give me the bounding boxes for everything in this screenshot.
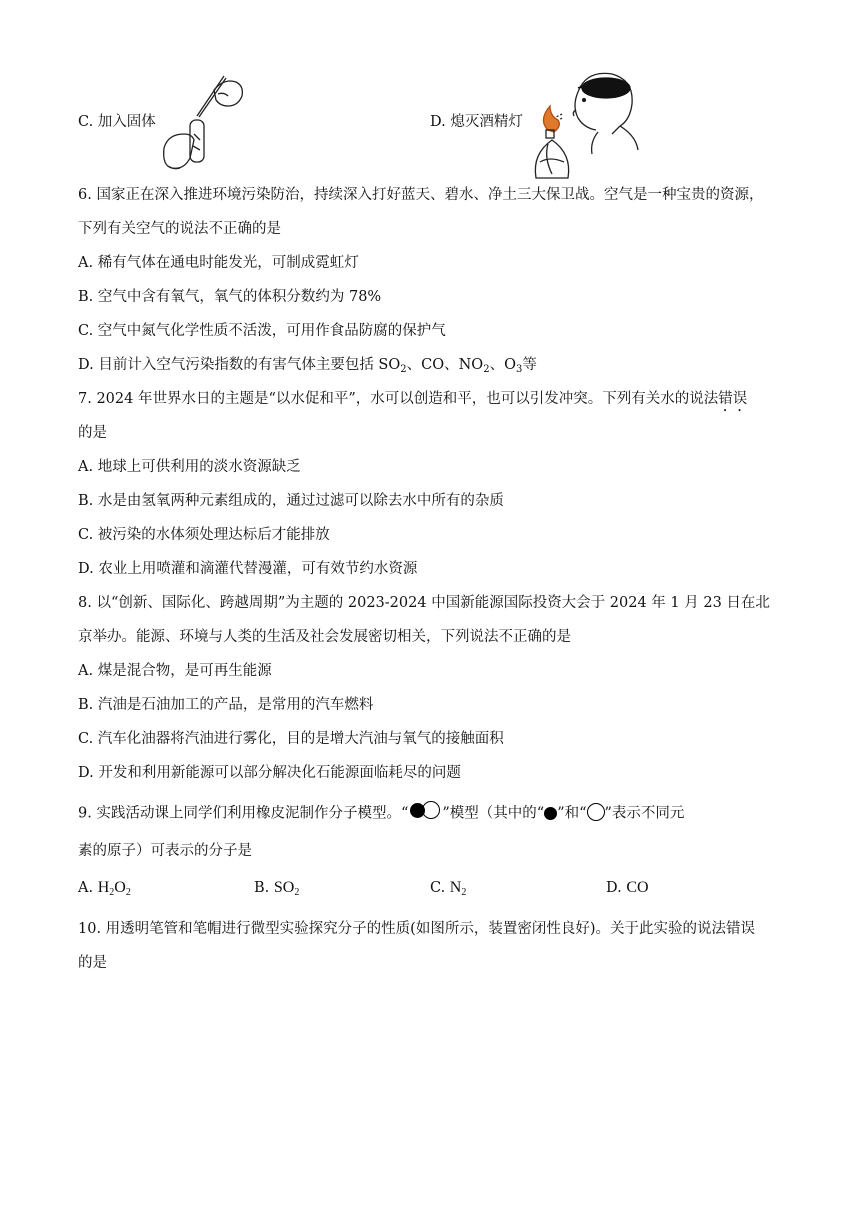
q7-option-a: A. 地球上可供利用的淡水资源缺乏 <box>78 459 301 475</box>
q6-option-d-mid2: 、O <box>489 357 516 373</box>
q6-stem-line2: 下列有关空气的说法不正确的是 <box>78 221 281 237</box>
black-atom-icon <box>410 803 425 818</box>
q7-stem-prefix: 7. 2024 年世界水日的主题是“以水促和平”，水可以创造和平，也可以引发冲突。下列有关水的说法 <box>78 391 719 407</box>
option-label: D. <box>606 880 622 896</box>
q6-option-d-suffix: 等 <box>522 357 537 373</box>
q7-option-b: B. 水是由氢氧两种元素组成的，通过过滤可以除去水中所有的杂质 <box>78 493 504 509</box>
q8-option-c: C. 汽车化油器将汽油进行雾化，目的是增大汽油与氧气的接触面积 <box>78 731 504 747</box>
option-label: A. <box>78 880 94 896</box>
q10-stem-line1: 10. 用透明笔管和笔帽进行微型实验探究分子的性质(如图所示，装置密闭性良好)。关于此实验的说法错误 <box>78 921 755 937</box>
q7-stem-line1 <box>78 389 747 415</box>
add-solid-illustration <box>158 68 248 176</box>
extinguish-alcohol-lamp-illustration <box>528 66 640 182</box>
q9-stem-p1: 9. 实践活动课上同学们利用橡皮泥制作分子模型。“ <box>78 805 409 822</box>
q8-stem-line1: 8. 以“创新、国际化、跨越周期”为主题的 2023-2024 中国新能源国际投资大会于 2024 年 1 月 23 日在北 <box>78 595 770 611</box>
q8-option-b: B. 汽油是石油加工的产品，是常用的汽车燃料 <box>78 697 374 713</box>
q5-option-c: C. 加入固体 <box>78 114 156 130</box>
q10-stem-line2: 的是 <box>78 955 107 971</box>
q9-stem-line2: 素的原子）可表示的分子是 <box>78 843 252 859</box>
q8-option-a: A. 煤是混合物，是可再生能源 <box>78 663 272 679</box>
q9-stem-p2: ”模型（其中的“ <box>442 805 545 822</box>
q5-option-d: D. 熄灭酒精灯 <box>430 114 523 130</box>
q6-option-d <box>78 355 537 380</box>
formula: $SO_2$ <box>273 879 300 898</box>
subscript: 3 <box>515 364 523 375</box>
option-label: B. <box>254 880 270 896</box>
white-atom-icon <box>587 803 605 821</box>
formula: CO <box>626 879 649 896</box>
q8-option-d: D. 开发和利用新能源可以部分解决化石能源面临耗尽的问题 <box>78 765 461 781</box>
option-label: C. <box>430 880 446 896</box>
q6-option-c: C. 空气中氮气化学性质不活泼，可用作食品防腐的保护气 <box>78 323 446 339</box>
q6-stem-line1: 6. 国家正在深入推进环境污染防治，持续深入打好蓝天、碧水、净土三大保卫战。空气是一种宝贵的资源， <box>78 187 764 203</box>
q8-stem-line2: 京举办。能源、环境与人类的生活及社会发展密切相关，下列说法不正确的是 <box>78 629 571 645</box>
q9-option-b <box>254 878 299 903</box>
q7-option-d: D. 农业上用喷灌和滴灌代替漫灌，可有效节约水资源 <box>78 561 418 577</box>
q9-option-d <box>606 878 649 898</box>
formula: $N_2$ <box>449 879 467 898</box>
white-atom-icon <box>422 801 440 819</box>
q7-option-c: C. 被污染的水体须处理达标后才能排放 <box>78 527 330 543</box>
q9-stem-p3: ”和“ <box>557 805 587 822</box>
q7-stem-emphasis: 错误 <box>718 391 748 407</box>
q6-option-b: B. 空气中含有氧气，氧气的体积分数约为 78% <box>78 289 382 305</box>
black-atom-icon <box>544 807 557 820</box>
molecule-model-icon <box>410 801 440 819</box>
q6-option-d-prefix: D. 目前计入空气污染指数的有害气体主要包括 SO <box>78 357 401 373</box>
q7-stem-line2: 的是 <box>78 425 107 441</box>
q9-stem-line1 <box>78 801 684 824</box>
subscript: 2 <box>483 364 490 375</box>
subscript: 2 <box>400 364 407 375</box>
q6-option-a: A. 稀有气体在通电时能发光，可制成霓虹灯 <box>78 255 359 271</box>
q6-option-d-mid1: 、CO、NO <box>406 357 484 373</box>
q9-stem-p4: ”表示不同元 <box>604 805 685 822</box>
q9-option-a <box>78 878 131 903</box>
formula: $H_2O_2$ <box>97 879 131 898</box>
q9-option-c <box>430 878 466 903</box>
